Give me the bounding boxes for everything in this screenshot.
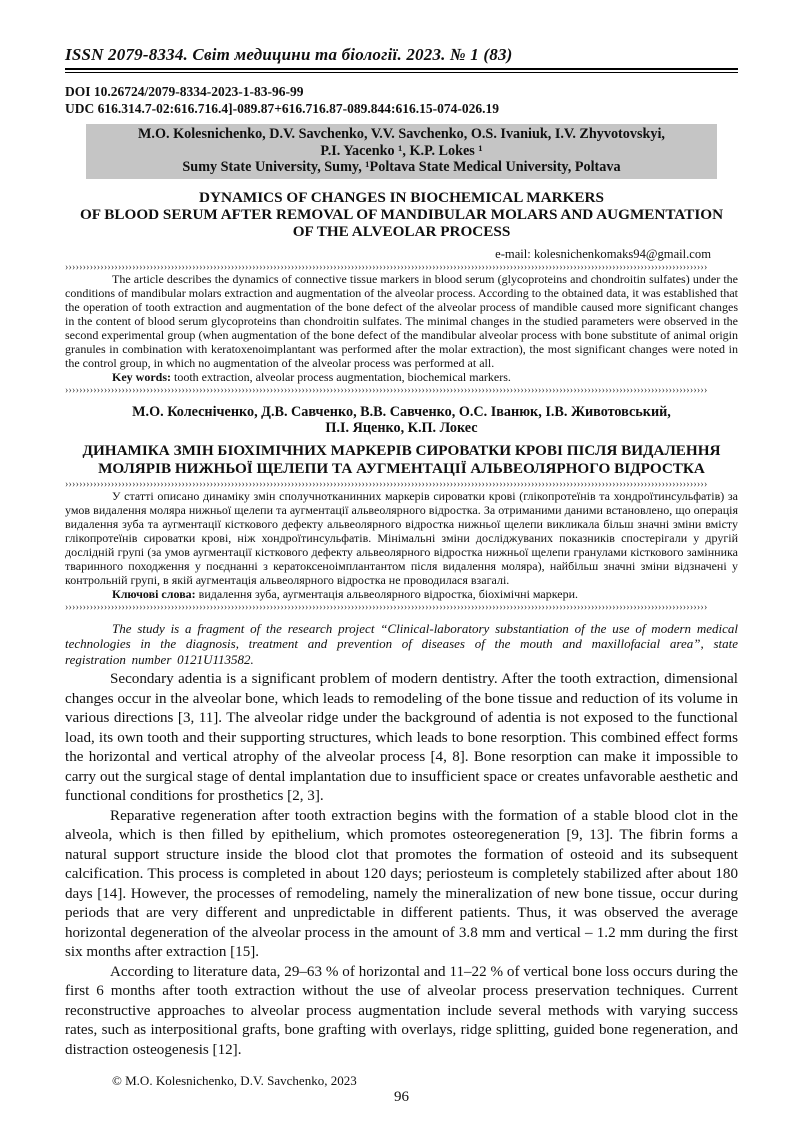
authors-box-en bbox=[86, 124, 717, 179]
email-line: e-mail: kolesnichenkomaks94@gmail.com bbox=[495, 246, 711, 261]
zigzag-divider-bottom-en: ›››››››››››››››››››››››››››››››››››››››››››››››››››››››››››››››››››››››››››››››››››››››››››››››››››››››››››››››››››››››››››››››››››››››››››››››››››››››››››››››››››››››››››››››››››››› bbox=[65, 385, 708, 395]
copyright-line: © M.O. Kolesnichenko, D.V. Savchenko, 2023 bbox=[112, 1073, 357, 1089]
keywords-en-label: Key words: bbox=[112, 369, 171, 384]
doi-line: DOI 10.26724/2079-8334-2023-1-83-96-99 bbox=[65, 84, 304, 99]
zigzag-divider-top-en: ›››››››››››››››››››››››››››››››››››››››››››››››››››››››››››››››››››››››››››››››››››››››››››››››››››››››››››››››››››››››››››››››››››››››››››››››››››››››››››››››››››››››››››››››››››››› bbox=[65, 262, 708, 272]
zigzag-divider-top-ua: ›››››››››››››››››››››››››››››››››››››››››››››››››››››››››››››››››››››››››››››››››››››››››››››››››››››››››››››››››››››››››››››››››››››››››››››››››››››››››››››››››››››››››››››››››››››› bbox=[65, 479, 708, 489]
authors-en-line-2: P.I. Yacenko ¹, K.P. Lokes ¹ bbox=[320, 142, 483, 159]
keywords-ua bbox=[65, 587, 738, 601]
header-double-rule bbox=[65, 68, 738, 73]
body-paragraph-2: Reparative regeneration after tooth extraction begins with the formation of a stable blood clot in the alveola, which is then filled by epithelium, which promotes osteoregeneration [9, 13]. The fibrin forms a natural support structure inside the blood clot that promotes the formation of osteoid and its subsequent calcification. This process is completed in about 120 days; periosteum is completely stabilized after about 180 days [14]. However, the processes of remodeling, namely the mineralization of new bone tissue, occur during periods that are very different and unpredictable in different patients. Thus, it was observed the average horizontal degeneration of the alveolar process in the amount of 3.8 mm and vertical – 1.2 mm during the first six months after extraction [15]. bbox=[65, 807, 738, 961]
title-en-line-1: DYNAMICS OF CHANGES IN BIOCHEMICAL MARKERS bbox=[199, 188, 604, 206]
zigzag-divider-bottom-ua: ›››››››››››››››››››››››››››››››››››››››››››››››››››››››››››››››››››››››››››››››››››››››››››››››››››››››››››››››››››››››››››››››››››››››››››››››››››››››››››››››››››››››››››››››››››››› bbox=[65, 602, 708, 612]
keywords-en bbox=[65, 370, 738, 384]
title-ua-line-2: МОЛЯРІВ НИЖНЬОЇ ЩЕЛЕПИ ТА АУГМЕНТАЦІЇ АЛЬВЕОЛЯРНОГО ВІДРОСТКА bbox=[98, 459, 705, 477]
authors-en-line-1: M.O. Kolesnichenko, D.V. Savchenko, V.V. Savchenko, O.S. Ivaniuk, I.V. Zhyvotovskyi, bbox=[138, 126, 665, 142]
authors-ua bbox=[65, 404, 738, 437]
body-paragraph-3: According to literature data, 29–63 % of horizontal and 11–22 % of vertical bone loss occurs during the first 6 months after tooth extraction without the use of alveolar process preservation techniques. Current reconstructive approaches to alveolar process augmentation include several methods with varying success rates, such as interpositional grafts, bone grafting with overlays, ridge splitting, guided bone regeneration, and distraction osteogenesis [12]. bbox=[65, 963, 738, 1058]
abstract-en: The article describes the dynamics of connective tissue markers in blood serum (glycoproteins and chondroitin sulfates) under the conditions of mandibular molars extraction and augmentation of the alveolar process. According to the obtained data, it was established that the operation of tooth extraction and augmentation of the bone defect of the alveolar process of mandible caused more significant changes in the content of blood serum glycoproteins than chondroitin sulfates. The minimal changes in the studied parameters were observed in the second experimental group (when augmentation of the bone defect of the mandibular alveolar process with bone substitute of animal origin granules in combination with keratoxenoimplantant was performed after the molar extraction), the most significant changes were noted in the control group, in which no augmentation of the alveolar process was performed at all. bbox=[65, 271, 738, 370]
article-title-ua bbox=[65, 442, 738, 478]
authors-ua-line-1: М.О. Колесніченко, Д.В. Савченко, В.В. Савченко, О.С. Іванюк, І.В. Животовський, bbox=[132, 403, 671, 420]
study-fragment-note: The study is a fragment of the research project “Clinical-laboratory substantiation of the use of modern medical technologies in the diagnosis, treatment and prevention of diseases of the mouth and maxillofacial area”, state registration number 0121U113582. bbox=[65, 620, 738, 667]
udc-line: UDC 616.314.7-02:616.716.4]-089.87+616.716.87-089.844:616.15-074-026.19 bbox=[65, 101, 500, 116]
keywords-en-text: tooth extraction, alveolar process augmentation, biochemical markers. bbox=[171, 369, 511, 384]
keywords-ua-text: видалення зуба, аугментація альвеолярного відростка, біохімічні маркери. bbox=[195, 586, 579, 601]
authors-ua-line-2: П.І. Яценко, К.П. Локес bbox=[325, 420, 478, 437]
affiliation-en: Sumy State University, Sumy, ¹Poltava State Medical University, Poltava bbox=[182, 159, 621, 176]
article-title-en bbox=[65, 189, 738, 241]
body-paragraph-1: Secondary adentia is a significant problem of modern dentistry. After the tooth extraction, dimensional changes occur in the alveolar bone, which leads to remodeling of the bone tissue and reduction of its volume in various directions [3, 11]. The alveolar ridge under the background of adentia is not exposed to the functional load, its own tooth and their supporting structures, which leads to bone resorption. This combined effect forms the horizontal and vertical atrophy of the alveolar process [4, 8]. Bone resorption can make it impossible to carry out the surgical stage of dental implantation due to insufficient space or creates unfavorable aesthetic and functional conditions for prosthetics [2, 3]. bbox=[65, 671, 738, 805]
title-ua-line-1: ДИНАМІКА ЗМІН БІОХІМІЧНИХ МАРКЕРІВ СИРОВАТКИ КРОВІ ПІСЛЯ ВИДАЛЕННЯ bbox=[82, 441, 721, 459]
journal-header: ISSN 2079-8334. Світ медицини та біології. 2023. № 1 (83) bbox=[65, 45, 513, 64]
title-en-line-3: OF THE ALVEOLAR PROCESS bbox=[292, 223, 511, 241]
keywords-ua-label: Ключові слова: bbox=[112, 586, 196, 601]
title-en-line-2: OF BLOOD SERUM AFTER REMOVAL OF MANDIBULAR MOLARS AND AUGMENTATION bbox=[79, 206, 724, 224]
abstract-ua: У статті описано динаміку змін сполучнотканинних маркерів сироватки крові (глікопротеїнів та хондроїтинсульфатів) за умов видалення моляра нижньої щелепи та аугментації альвеолярного відростка. За отриманими даними встановлено, що операція видалення зуба та аугментації кісткового дефекту альвеолярного відростка нижньої щелепи викликала більш значні зміни вмісту глікопротеїнів сироватки крові, ніж хондроїтинсульфатів. Мінімальні зміни досліджуваних показників спостерігали у другій дослідній групі (за умов аугментації кісткового дефекту альвеолярного відростка нижньої щелепи гранулами кісткового замінника тваринного походження у поєднанні з кератоксеноімплантантом після видалення моляра), найбільш значні зміни відзначені у контрольній групі, в якій аугментація альвеолярного відростка не проводилася взагалі. bbox=[65, 488, 738, 587]
page-number: 96 bbox=[394, 1089, 409, 1106]
